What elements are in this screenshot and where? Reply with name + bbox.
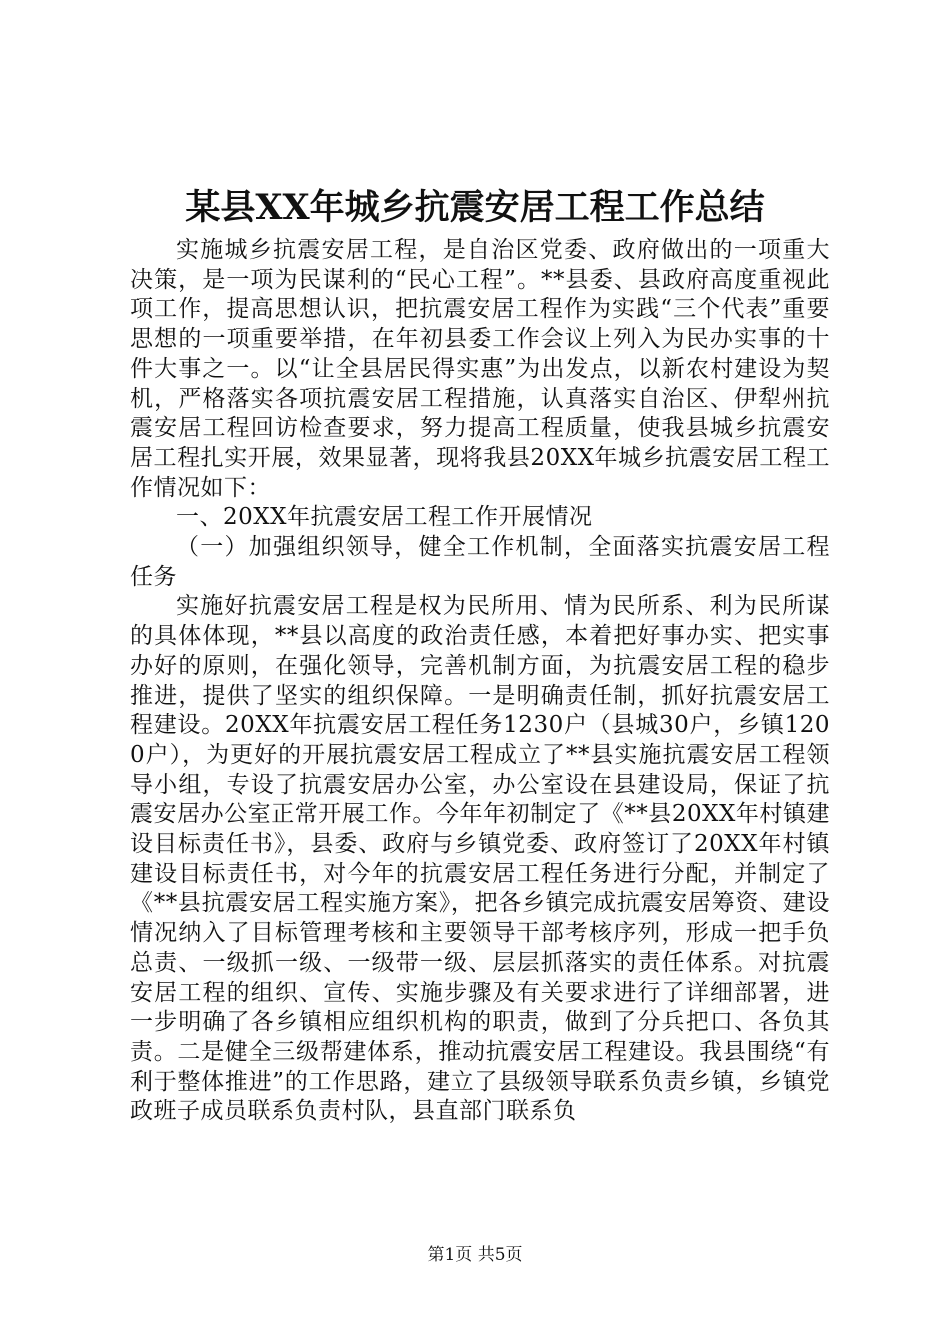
subsection-heading: （一）加强组织领导，健全工作机制，全面落实抗震安居工程任务 [130,534,830,590]
intro-paragraph: 实施城乡抗震安居工程，是自治区党委、政府做出的一项重大决策，是一项为民谋利的“民心工程”。**县委、县政府高度重视此项工作，提高思想认识，把抗震安居工程作为实践“三个代表”重要思想的一项重要举措，在年初县委工作会议上列入为民办实事的十件大事之一。以“让全县居民得实惠”为出发点，以新农村建设为契机，严格落实各项抗震安居工程措施，认真落实自治区、伊犁州抗震安居工程回访检查要求，努力提高工程质量，使我县城乡抗震安居工程扎实开展，效果显著，现将我县20XX年城乡抗震安居工程工作情况如下： [130,237,830,501]
body-paragraph: 实施好抗震安居工程是权为民所用、情为民所系、利为民所谋的具体体现，**县以高度的政治责任感，本着把好事办实、把实事办好的原则，在强化领导，完善机制方面，为抗震安居工程的稳步推进，提供了坚实的组织保障。一是明确责任制，抓好抗震安居工程建设。20XX年抗震安居工程任务1230户（县城30户，乡镇1200户），为更好的开展抗震安居工程成立了**县实施抗震安居工程领导小组，专设了抗震安居办公室，办公室设在县建设局，保证了抗震安居办公室正常开展工作。今年年初制定了《**县20XX年村镇建设目标责任书》，县委、政府与乡镇党委、政府签订了20XX年村镇建设目标责任书，对今年的抗震安居工程任务进行分配，并制定了《**县抗震安居工程实施方案》，把各乡镇完成抗震安居筹资、建设情况纳入了目标管理考核和主要领导干部考核序列，形成一把手负总责、一级抓一级、一级带一级、层层抓落实的责任体系。对抗震安居工程的组织、宣传、实施步骤及有关要求进行了详细部署，进一步明确了各乡镇相应组织机构的职责，做到了分兵把口、各负其责。二是健全三级帮建体系，推动抗震安居工程建设。我县围绕“有利于整体推进”的工作思路，建立了县级领导联系负责乡镇，乡镇党政班子成员联系负责村队，县直部门联系负 [130,593,830,1125]
document-body [130,236,830,1127]
section-heading: 一、20XX年抗震安居工程工作开展情况 [176,504,593,531]
page-footer: 第1页 共5页 [427,1245,523,1265]
document-title: 某县XX年城乡抗震安居工程工作总结 [185,187,765,228]
